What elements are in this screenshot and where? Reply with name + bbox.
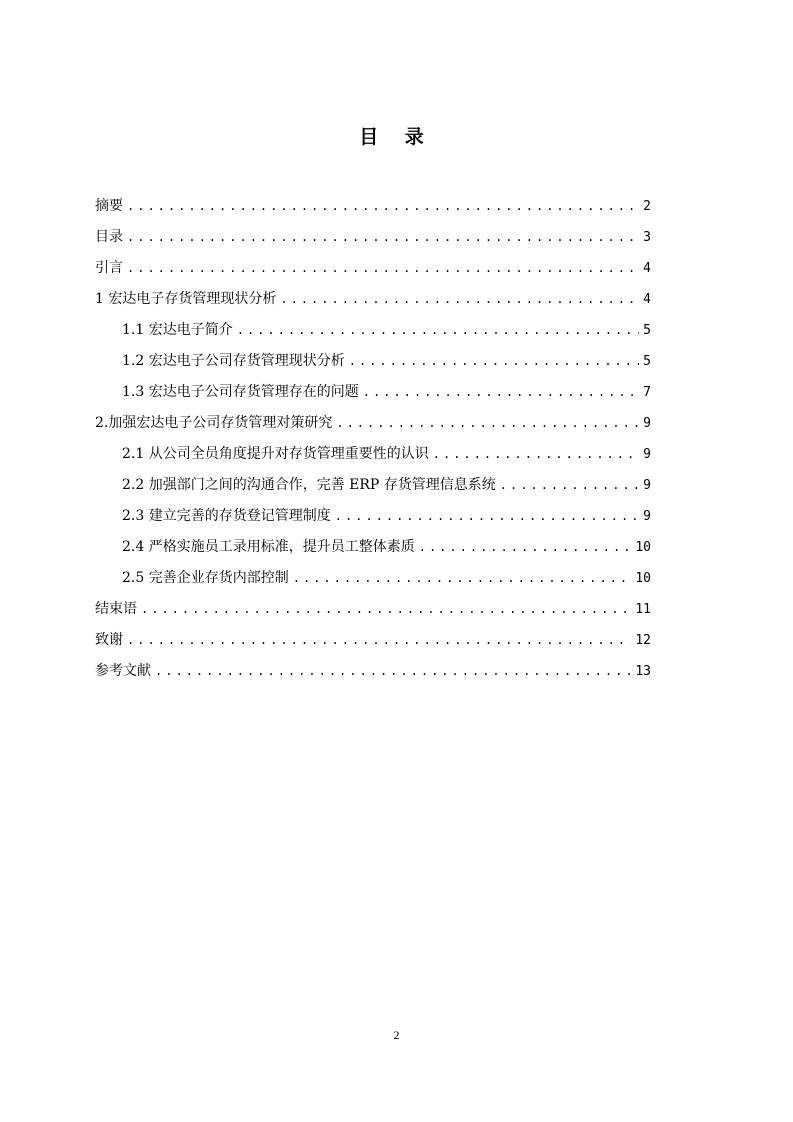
- toc-entry-label: 目录: [95, 229, 123, 245]
- toc-entry-label: 2.2 加强部门之间的沟通合作，完善 ERP 存货管理信息系统: [122, 477, 496, 493]
- toc-entry[interactable]: [95, 594, 651, 625]
- toc-entry-page: 9: [643, 447, 651, 462]
- toc-dot-leader: [127, 625, 631, 656]
- toc-entry[interactable]: [95, 253, 651, 284]
- toc-entry-label: 引言: [95, 260, 123, 276]
- toc-dot-leader: [433, 439, 639, 470]
- toc-entry-label: 2.3 建立完善的存货登记管理制度: [122, 508, 331, 524]
- toc-dot-leader: [127, 222, 639, 253]
- toc-dot-leader: [141, 594, 631, 625]
- toc-entry-page: 11: [635, 602, 651, 617]
- toc-entry-page: 9: [643, 416, 651, 431]
- toc-entry-page: 10: [635, 540, 651, 555]
- toc-entry-label: 参考文献: [95, 663, 151, 679]
- toc-entry[interactable]: [95, 625, 651, 656]
- page-number: 2: [393, 1028, 400, 1042]
- toc-entry-label: 2.4 严格实施员工录用标准，提升员工整体素质: [122, 539, 415, 555]
- toc-entry-page: 3: [643, 230, 651, 245]
- toc-entry-label: 结束语: [95, 601, 137, 617]
- toc-entry-page: 4: [643, 292, 651, 307]
- toc-entry[interactable]: [95, 563, 651, 594]
- toc-entry-label: 2.5 完善企业存货内部控制: [122, 570, 289, 586]
- toc-dot-leader: [336, 408, 639, 439]
- toc-entry[interactable]: [95, 222, 651, 253]
- toc-entry-label: 1.2 宏达电子公司存货管理现状分析: [122, 353, 345, 369]
- toc-entry-page: 9: [643, 478, 651, 493]
- toc-entry-page: 10: [635, 571, 651, 586]
- toc-dot-leader: [363, 377, 639, 408]
- toc-dot-leader: [500, 470, 639, 501]
- toc-dot-leader: [280, 284, 639, 315]
- toc-entry[interactable]: [95, 377, 651, 408]
- toc-entry-page: 4: [643, 261, 651, 276]
- toc-entry[interactable]: [95, 470, 651, 501]
- toc-entry-label: 摘要: [95, 198, 123, 214]
- toc-dot-leader: [419, 532, 632, 563]
- toc-entry[interactable]: [95, 532, 651, 563]
- toc-entry-label: 2.加强宏达电子公司存货管理对策研究: [95, 415, 333, 431]
- toc-entry-page: 9: [643, 509, 651, 524]
- toc-entry-label: 致谢: [95, 632, 123, 648]
- toc-entry-label: 1.1 宏达电子简介: [122, 322, 233, 338]
- toc-dot-leader: [293, 563, 632, 594]
- table-of-contents: [95, 191, 651, 687]
- toc-entry-label: 1.3 宏达电子公司存货管理存在的问题: [122, 384, 359, 400]
- toc-entry[interactable]: [95, 284, 651, 315]
- toc-entry-page: 13: [635, 664, 651, 679]
- toc-entry[interactable]: [95, 315, 651, 346]
- toc-entry[interactable]: [95, 346, 651, 377]
- toc-entry-label: 1 宏达电子存货管理现状分析: [95, 291, 277, 307]
- toc-entry-page: 12: [635, 633, 651, 648]
- toc-entry[interactable]: [95, 439, 651, 470]
- toc-dot-leader: [155, 656, 631, 687]
- toc-dot-leader: [127, 253, 639, 284]
- toc-dot-leader: [127, 191, 639, 222]
- toc-title: 目 录: [359, 126, 434, 148]
- toc-dot-leader: [349, 346, 639, 377]
- toc-entry-page: 5: [643, 323, 651, 338]
- toc-dot-leader: [237, 315, 639, 346]
- toc-entry-page: 5: [643, 354, 651, 369]
- toc-entry[interactable]: [95, 408, 651, 439]
- toc-entry[interactable]: [95, 656, 651, 687]
- toc-dot-leader: [335, 501, 639, 532]
- toc-entry-page: 2: [643, 199, 651, 214]
- toc-entry[interactable]: [95, 501, 651, 532]
- toc-entry-label: 2.1 从公司全员角度提升对存货管理重要性的认识: [122, 446, 429, 462]
- toc-entry[interactable]: [95, 191, 651, 222]
- toc-entry-page: 7: [643, 385, 651, 400]
